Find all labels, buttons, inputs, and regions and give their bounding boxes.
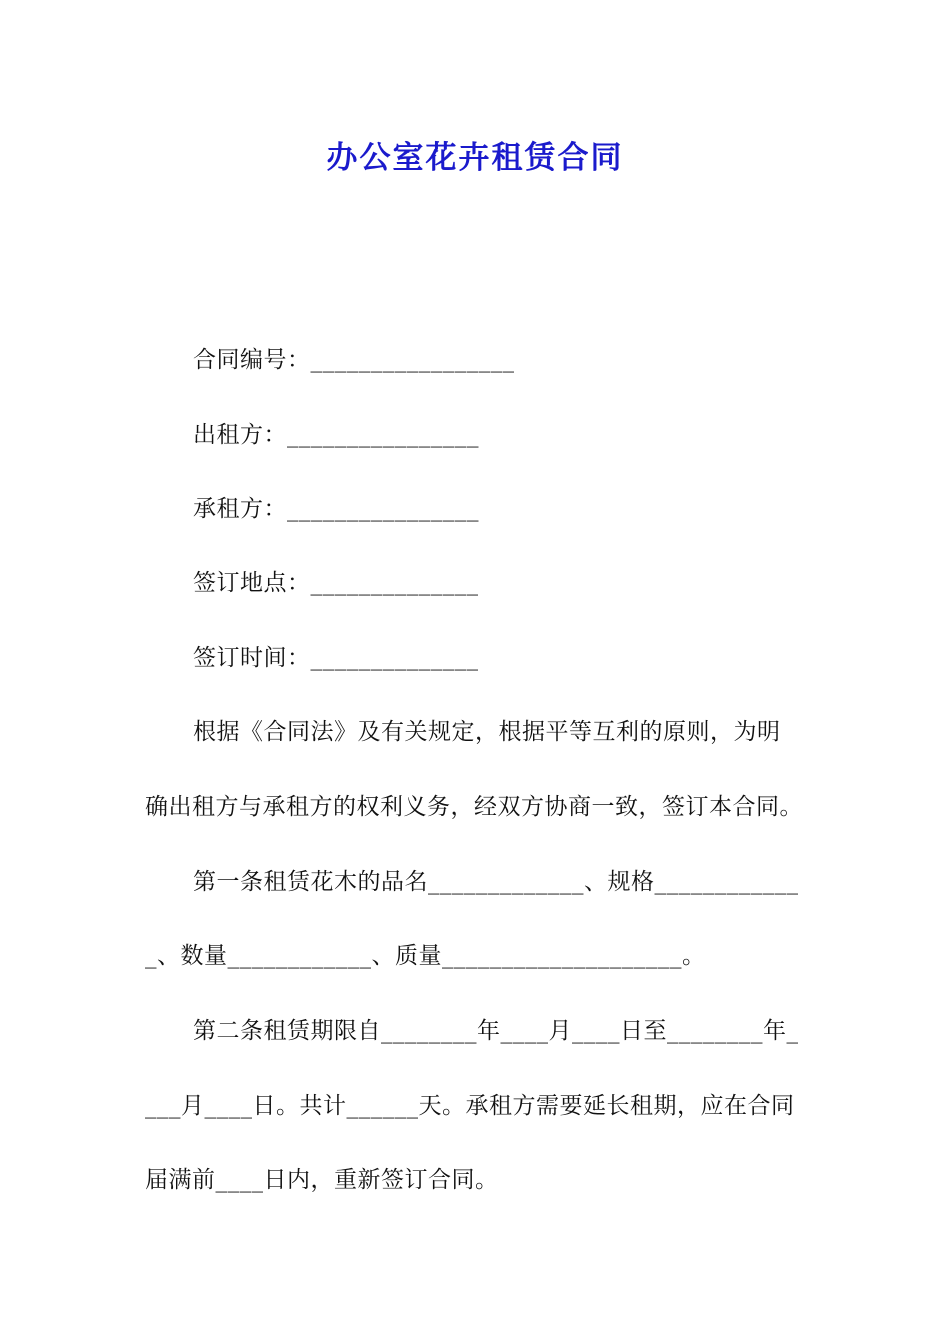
article-2-line-2: ___月____日。共计______天。承租方需要延长租期，应在合同: [145, 1093, 795, 1119]
preamble-line-2: 确出租方与承租方的权利义务，经双方协商一致，签订本合同。: [145, 794, 803, 820]
preamble-line-1: 根据《合同法》及有关规定，根据平等互利的原则，为明: [193, 719, 781, 745]
article-2-line-1: 第二条租赁期限自________年____月____日至________年_: [193, 1018, 799, 1044]
article-2-line-3: 届满前____日内，重新签订合同。: [145, 1167, 499, 1193]
signing-time-line: 签订时间：______________: [193, 645, 479, 671]
lessee-line: 承租方：________________: [193, 496, 479, 522]
article-1-line-2: _、数量____________、质量____________________。: [145, 943, 706, 969]
document-title: 办公室花卉租赁合同: [326, 140, 624, 176]
lessor-line: 出租方：________________: [193, 422, 479, 448]
contract-number-line: 合同编号：_________________: [193, 347, 515, 373]
article-1-line-1: 第一条租赁花木的品名_____________、规格____________: [193, 869, 799, 895]
signing-place-line: 签订地点：______________: [193, 570, 479, 596]
